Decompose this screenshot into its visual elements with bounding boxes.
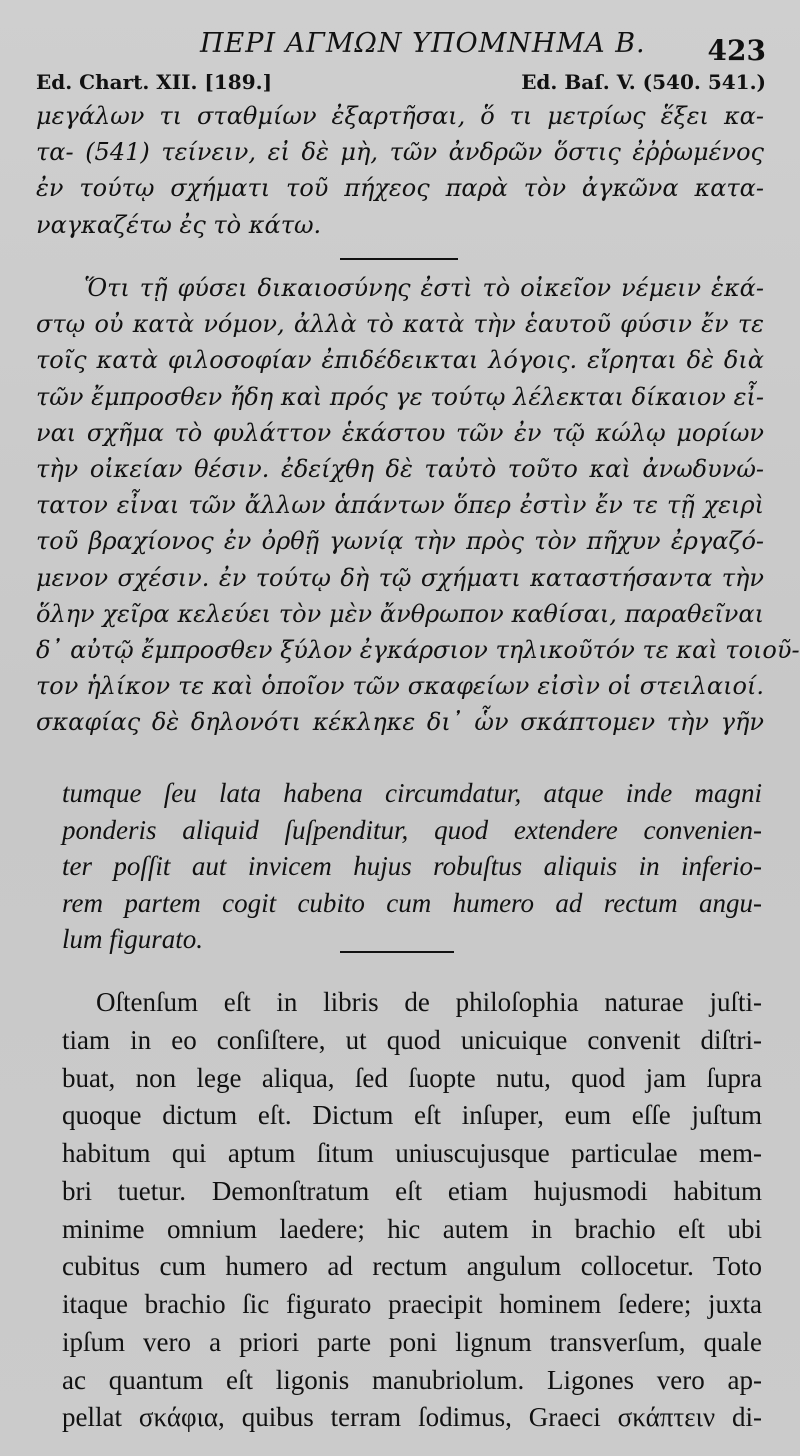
- text-line: ναι σχῆμα τὸ φυλάττον ἑκάστου τῶν ἐν τῷ κώλῳ μορίων: [36, 418, 764, 447]
- text-line: τοῖς κατὰ φιλοσοφίαν ἐπιδέδεικται λόγοις. εἴρηται δὲ διὰ: [36, 346, 764, 375]
- edition-reference-basel: Ed. Baſ. V. (540. 541.): [521, 70, 766, 94]
- text-line: ter poſſit aut invicem hujus robuſtus aliquis in inferio-: [62, 851, 762, 882]
- text-line: ναγκαζέτω ἐς τὸ κάτω.: [36, 210, 322, 239]
- text-line: lum figurato.: [62, 924, 204, 955]
- text-line: tumque ſeu lata habena circumdatur, atque inde magni: [62, 778, 762, 808]
- text-line: itaque brachio ſic figurato praecipit hominem ſedere; juxta: [62, 1289, 762, 1319]
- text-line: τα- (541) τείνειν, εἰ δὲ μὴ, τῶν ἀνδρῶν ὅστις ἐῤῥωμένος: [36, 138, 764, 167]
- page-number: 423: [707, 34, 766, 67]
- greek-passage-continued: [36, 98, 764, 243]
- text-line: σκαφίας δὲ δηλονότι κέκληκε δι᾿ ὧν σκάπτομεν τὴν γῆν: [36, 708, 764, 737]
- text-line: ipſum vero a priori parte poni lignum transverſum, quale: [62, 1326, 762, 1357]
- text-line: μενον σχέσιν. ἐν τούτῳ δὴ τῷ σχήματι καταστήσαντα τὴν: [36, 563, 764, 592]
- section-divider: [340, 951, 454, 953]
- text-line: bri tuetur. Demonſtratum eſt etiam hujusmodi habitum: [62, 1175, 762, 1206]
- text-line: minime omnium laedere; hic autem in brachio eſt ubi: [62, 1213, 762, 1244]
- text-line: Oſtenſum eſt in libris de philoſophia naturae juſti-: [96, 987, 762, 1017]
- running-title: ΠΕΡΙ ΑΓΜΩΝ ΥΠΟΜΝΗΜΑ Β.: [200, 28, 646, 59]
- text-line: ac quantum eſt ligonis manubriolum. Ligones vero ap-: [62, 1364, 762, 1395]
- text-line: τατον εἶναι τῶν ἄλλων ἁπάντων ὅπερ ἐστὶν ἔν τε τῇ χειρὶ: [36, 491, 764, 520]
- text-line: ἐν τούτῳ σχήματι τοῦ πήχεος παρὰ τὸν ἀγκῶνα κατα-: [36, 174, 764, 203]
- text-line: buat, non lege aliqua, ſed ſuopte nutu, quod jam ſupra: [62, 1062, 762, 1093]
- latin-translation-continued: [62, 775, 762, 958]
- text-line: habitum qui aptum ſitum uniuscujusque particulae mem-: [62, 1138, 762, 1168]
- edition-reference-chartier: Ed. Chart. XII. [189.]: [36, 70, 273, 94]
- text-line: tiam in eo conſiſtere, ut quod unicuique convenit diſtri-: [62, 1024, 762, 1055]
- text-line: cubitus cum humero ad rectum angulum collocetur. Toto: [62, 1251, 762, 1282]
- text-line: δ᾿ αὐτῷ ἔμπροσθεν ξύλον ἐγκάρσιον τηλικοῦτόν τε καὶ τοιοῦ-: [36, 635, 800, 664]
- latin-commentary: [62, 984, 762, 1437]
- text-line: τὴν οἰκείαν θέσιν. ἐδείχθη δὲ ταὐτὸ τοῦτο καὶ ἀνωδυνώ-: [36, 454, 764, 483]
- text-line: τοῦ βραχίονος ἐν ὀρθῇ γωνίᾳ τὴν πρὸς τὸν πῆχυν ἐργαζό-: [36, 527, 764, 556]
- running-head: [0, 28, 800, 68]
- section-divider: [340, 258, 458, 260]
- text-line: quoque dictum eſt. Dictum eſt inſuper, eum eſſe juſtum: [62, 1100, 762, 1131]
- text-line: ὅλην χεῖρα κελεύει τὸν μὲν ἄνθρωπον καθίσαι, παραθεῖναι: [36, 599, 764, 628]
- text-line: τῶν ἔμπροσθεν ἤδη καὶ πρός γε τούτῳ λέλεκται δίκαιον εἶ-: [36, 382, 764, 411]
- text-line: στῳ οὐ κατὰ νόμον, ἀλλὰ τὸ κατὰ τὴν ἑαυτοῦ φύσιν ἔν τε: [36, 310, 764, 339]
- text-line: μεγάλων τι σταθμίων ἐξαρτῆσαι, ὅ τι μετρίως ἕξει κα-: [36, 102, 764, 130]
- text-line: ponderis aliquid ſuſpenditur, quod extendere convenien-: [62, 814, 762, 845]
- greek-commentary: [36, 270, 800, 740]
- text-line: Ὅτι τῇ φύσει δικαιοσύνης ἐστὶ τὸ οἰκεῖον νέμειν ἑκά-: [84, 274, 764, 302]
- text-line: τον ἡλίκον τε καὶ ὁποῖον τῶν σκαφείων εἰσὶν οἱ στειλαιοί.: [36, 672, 764, 701]
- text-line: pellat σκάφια, quibus terram ſodimus, Graeci σκάπτειν di-: [62, 1402, 762, 1433]
- text-line: rem partem cogit cubito cum humero ad rectum angu-: [62, 887, 762, 918]
